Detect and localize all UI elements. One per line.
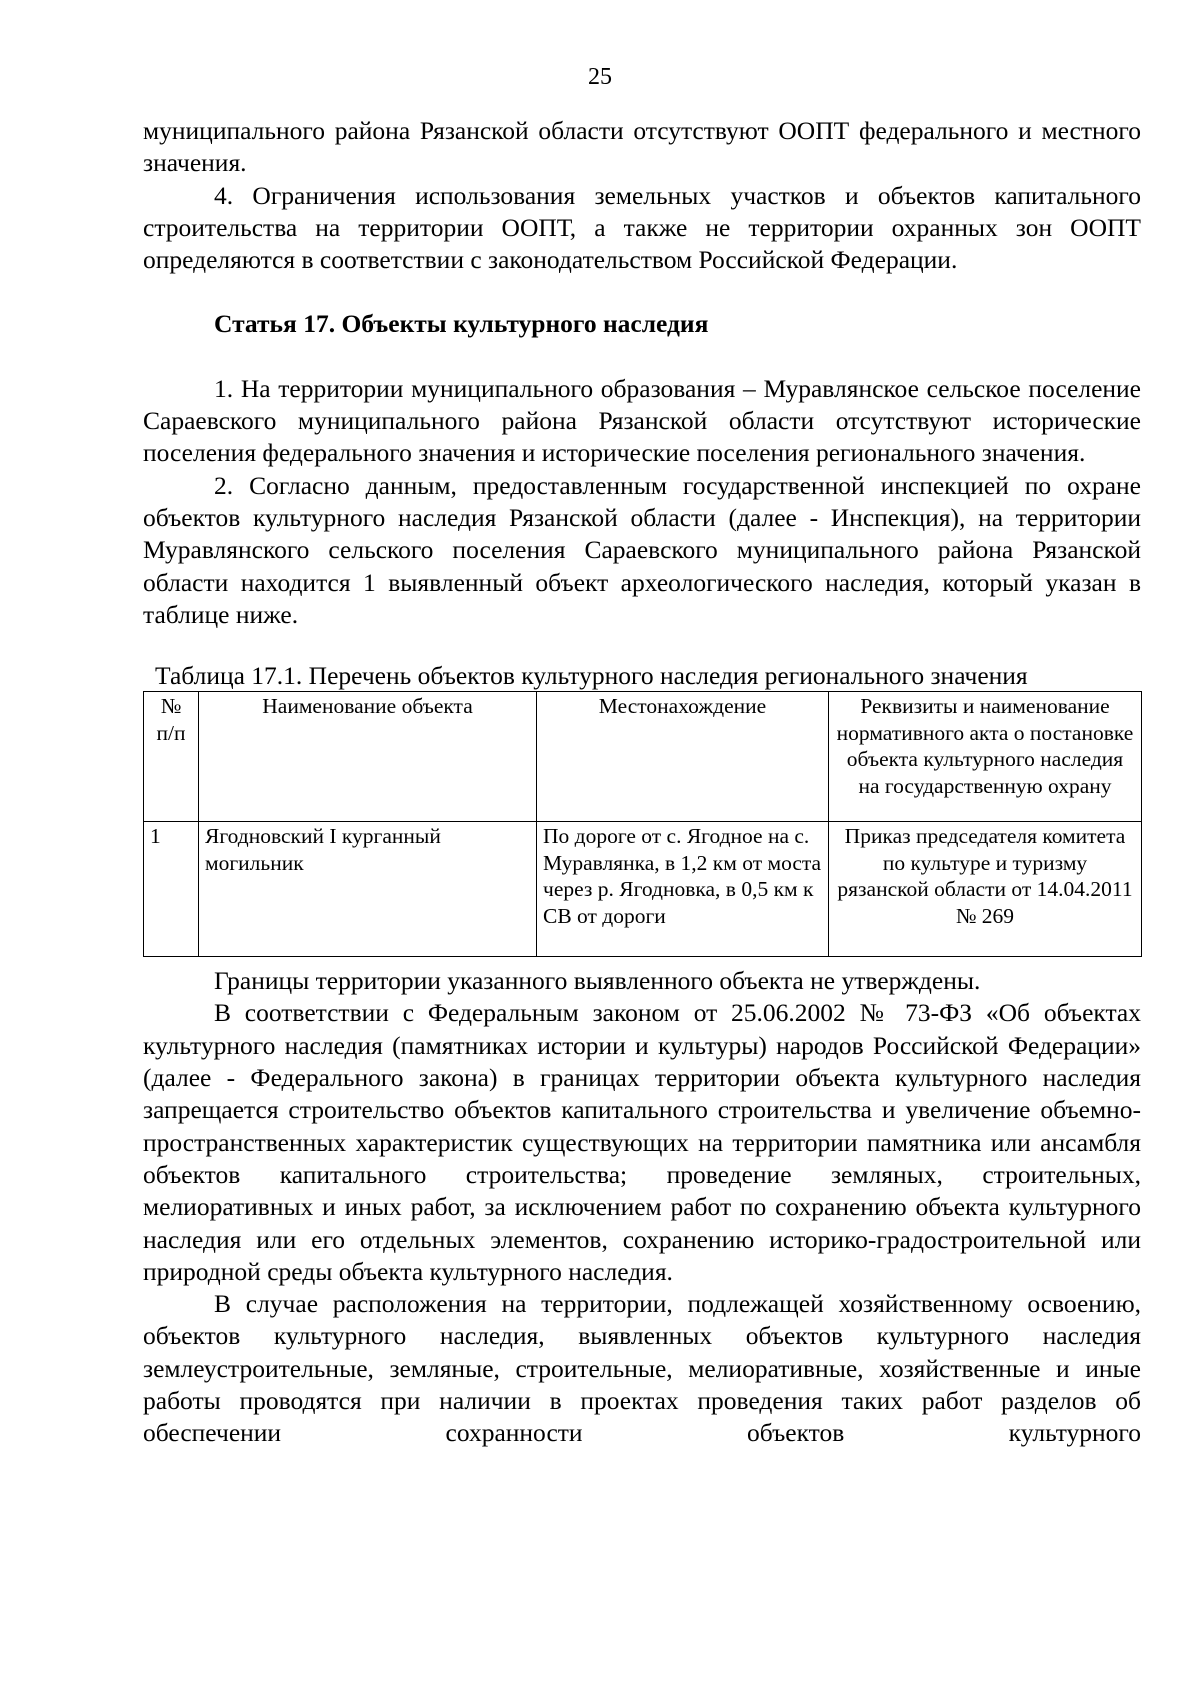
cell-act: Приказ председателя комитета по культуре и туризму рязанской области от 14.04.2011 № 269	[829, 822, 1142, 957]
cell-location: По дороге от с. Ягодное на с. Муравлянка, в 1,2 км от моста через р. Ягодновка, в 0,5 км к СВ от дороги	[537, 822, 829, 957]
document-body	[143, 115, 1141, 1450]
table-row	[144, 822, 1142, 957]
cell-name: Ягодновский I курганный могильник	[199, 822, 537, 957]
cell-number: 1	[144, 822, 199, 957]
header-location: Местонахождение	[537, 692, 829, 822]
paragraph-4: 4. Ограничения использования земельных участков и объектов капитального строительства на территории ООПТ, а также не территории охранных зон ООПТ определяются в соответствии с законодательством Российской Федерации.	[143, 180, 1141, 275]
article-heading: Статья 17. Объекты культурного наследия	[214, 309, 709, 339]
header-name: Наименование объекта	[199, 692, 537, 822]
paragraph-law: В соответствии с Федеральным законом от 25.06.2002 № 73-ФЗ «Об объектах культурного наследия (памятниках истории и культуры) народов Российской Федерации» (далее - Федерального закона) в границах территории объекта культурного наследия запрещается строительство объектов капитального строительства и увеличение объемно-пространственных характеристик существующих на территории памятника или ансамбля объектов капитального строительства; проведение земляных, строительных, мелиоративных и иных работ, за исключением работ по сохранению объекта культурного наследия или его отдельных элементов, сохранению историко-градостроительной или природной среды объекта культурного наследия.	[143, 998, 1141, 1286]
heritage-table	[143, 691, 1142, 957]
header-act: Реквизиты и наименование нормативного акта о постановке объекта культурного наследия на государственную охрану	[829, 692, 1142, 822]
paragraph-continued: муниципального района Рязанской области отсутствуют ООПТ федерального и местного значения.	[143, 116, 1141, 178]
header-number: № п/п	[144, 692, 199, 822]
page-number: 25	[588, 64, 612, 90]
paragraph-17-1: 1. На территории муниципального образования – Муравлянское сельское поселение Сараевского муниципального района Рязанской области отсутствуют исторические поселения федерального значения и исторические поселения регионального значения.	[143, 373, 1141, 468]
paragraph-borders: Границы территории указанного выявленного объекта не утверждены.	[214, 966, 981, 996]
paragraph-case: В случае расположения на территории, подлежащей хозяйственному освоению, объектов культурного наследия, выявленных объектов культурного наследия землеустроительные, земляные, строительные, мелиоративные, хозяйственные и иные работы проводятся при наличии в проектах проведения таких работ разделов об обеспечении сохранности объектов культурного	[143, 1289, 1141, 1448]
table-header-row	[144, 692, 1142, 822]
paragraph-17-2: 2. Согласно данным, предоставленным государственной инспекцией по охране объектов культурного наследия Рязанской области (далее - Инспекция), на территории Муравлянского сельского поселения Сараевского муниципального района Рязанской области находится 1 выявленный объект археологического наследия, который указан в таблице ниже.	[143, 470, 1141, 629]
table-caption: Таблица 17.1. Перечень объектов культурного наследия регионального значения	[155, 661, 1028, 691]
